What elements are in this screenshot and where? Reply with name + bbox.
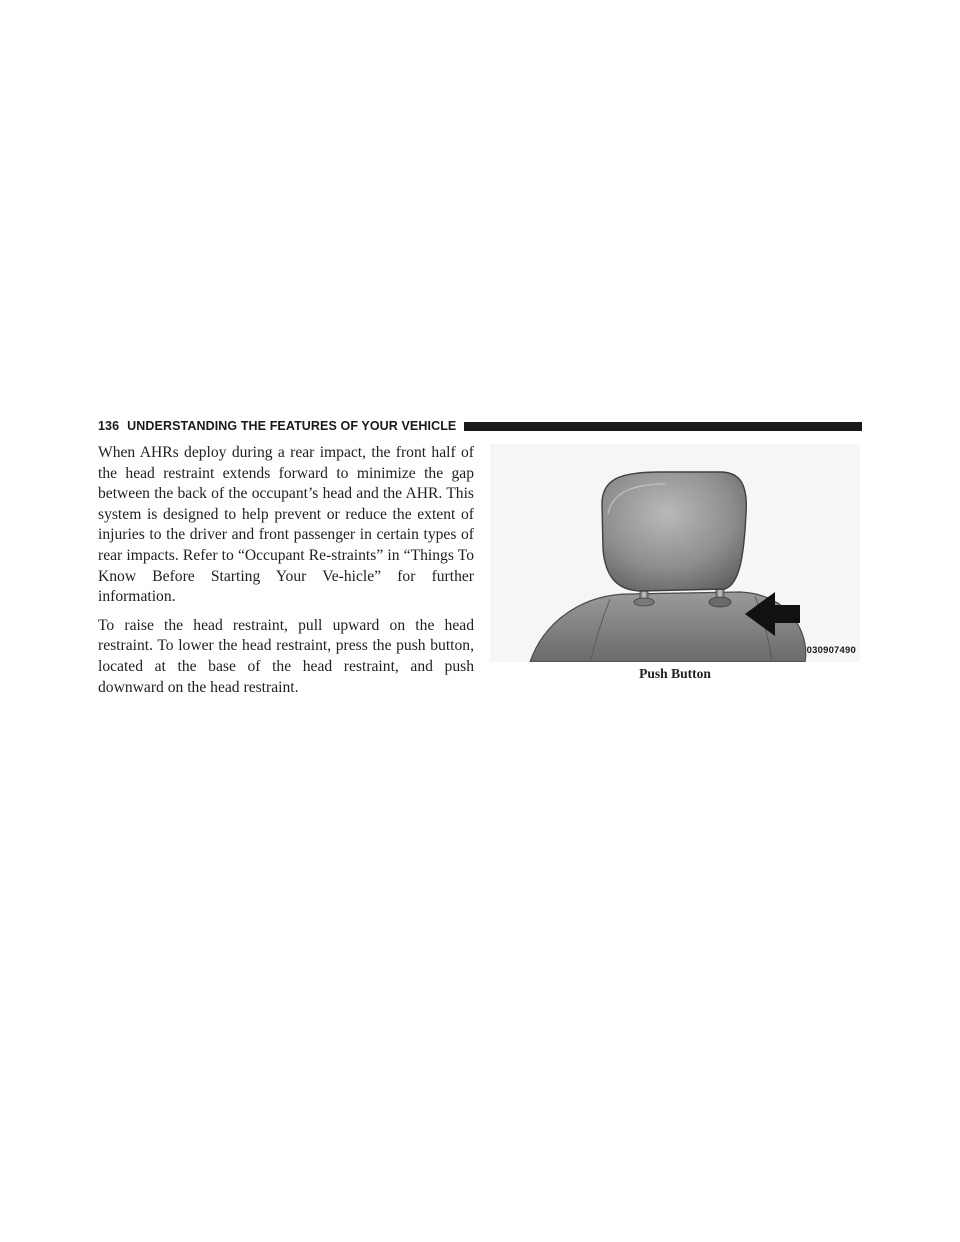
section-title: UNDERSTANDING THE FEATURES OF YOUR VEHICLE [127, 419, 457, 433]
paragraph-raise-lower: To raise the head restraint, pull upward on the head restraint. To lower the head restraint, press the push button, located at the base of the head restraint, and push downward on the head restraint. [98, 616, 474, 696]
head-restraint-illustration [490, 444, 860, 662]
page-number: 136 [98, 419, 120, 433]
head-restraint-figure [490, 444, 860, 662]
figure-id: 030907490 [806, 645, 856, 656]
push-button-shape [709, 597, 731, 607]
paragraph-ahr-deploy: When AHRs deploy during a rear impact, the front half of the head restraint extends forward to minimize the gap between the back of the occupant’s head and the AHR. This system is designed to help prevent or reduce the extent of injuries to the driver and front passenger in certain types of rear impacts. Refer to “Occupant Re-straints” in “Things To Know Before Starting Your Ve-hicle” for further information. [98, 444, 474, 606]
body-text [98, 443, 474, 706]
head-restraint-shape [602, 472, 746, 591]
header-rule [464, 422, 862, 431]
figure-caption: Push Button [639, 666, 711, 681]
page-header [98, 418, 862, 434]
